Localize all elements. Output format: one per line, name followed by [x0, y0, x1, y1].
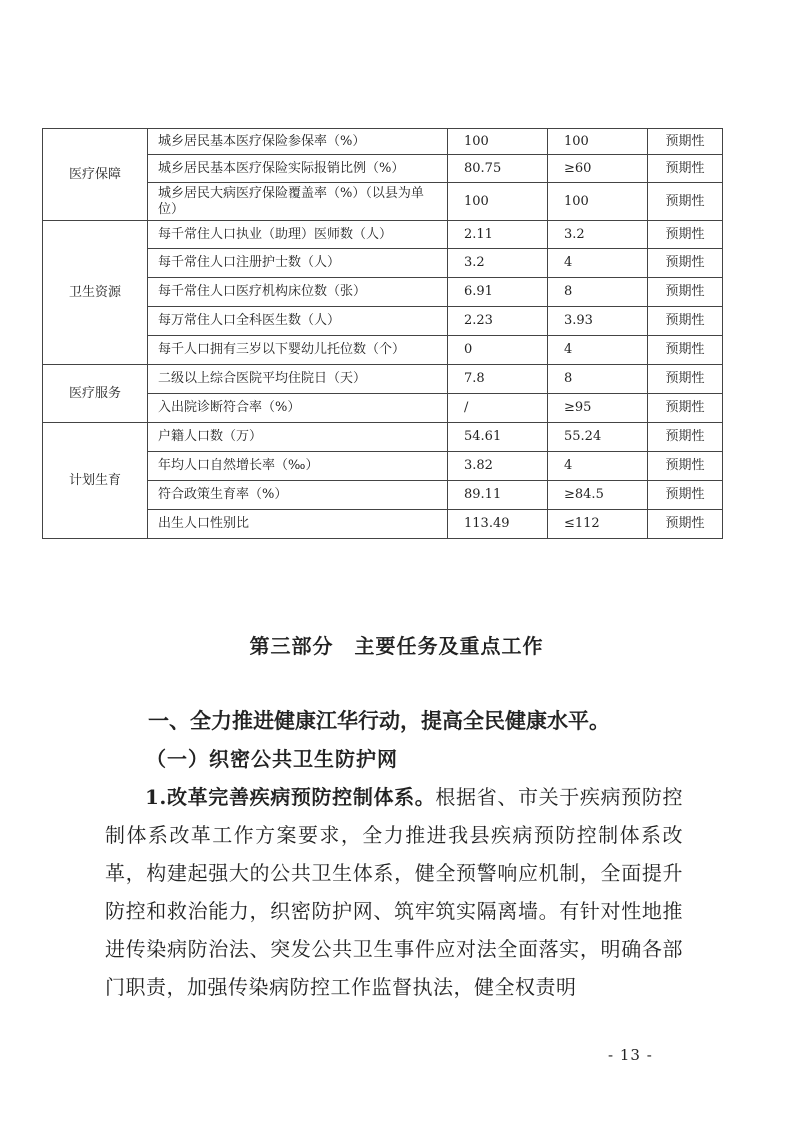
- base-value-cell: 2.23: [448, 307, 548, 336]
- indicator-cell: 出生人口性别比: [148, 510, 448, 539]
- base-value-cell: 100: [448, 129, 548, 155]
- page-number: - 13 -: [608, 1046, 653, 1064]
- type-cell: 预期性: [648, 183, 723, 221]
- target-value-cell: 3.2: [548, 221, 648, 249]
- indicator-cell: 城乡居民大病医疗保险覆盖率（%）（以县为单位）: [148, 183, 448, 221]
- target-value-cell: 100: [548, 129, 648, 155]
- category-cell: 医疗服务: [43, 365, 148, 423]
- target-value-cell: ≥84.5: [548, 481, 648, 510]
- paragraph-body: 根据省、市关于疾病预防控制体系改革工作方案要求，全力推进我县疾病预防控制体系改革，构建起强大的公共卫生体系，健全预警响应机制，全面提升防控和救治能力，织密防护网、筑牢筑实隔离墙。有针对性地推进传染病防治法、突发公共卫生事件应对法全面落实，明确各部门职责，加强传染病防控工作监督执法，健全权责明: [105, 785, 683, 999]
- table-row: [43, 129, 723, 155]
- type-cell: 预期性: [648, 307, 723, 336]
- type-cell: 预期性: [648, 481, 723, 510]
- indicator-cell: 户籍人口数（万）: [148, 423, 448, 452]
- indicator-cell: 每千人口拥有三岁以下婴幼儿托位数（个）: [148, 336, 448, 365]
- target-value-cell: 8: [548, 278, 648, 307]
- base-value-cell: 6.91: [448, 278, 548, 307]
- category-cell: 计划生育: [43, 423, 148, 539]
- body-paragraph: [105, 778, 683, 1006]
- type-cell: 预期性: [648, 423, 723, 452]
- table-row: [43, 365, 723, 394]
- section-title: 第三部分 主要任务及重点工作: [249, 634, 544, 658]
- base-value-cell: 80.75: [448, 155, 548, 183]
- target-value-cell: 3.93: [548, 307, 648, 336]
- heading-level2: （一）织密公共卫生防护网: [146, 747, 398, 771]
- target-value-cell: ≥95: [548, 394, 648, 423]
- paragraph-lead: 1.改革完善疾病预防控制体系。: [145, 785, 436, 809]
- category-cell: 医疗保障: [43, 129, 148, 221]
- indicator-cell: 每千常住人口医疗机构床位数（张）: [148, 278, 448, 307]
- type-cell: 预期性: [648, 249, 723, 278]
- base-value-cell: 113.49: [448, 510, 548, 539]
- indicator-table: [42, 128, 723, 539]
- base-value-cell: 3.2: [448, 249, 548, 278]
- target-value-cell: ≤112: [548, 510, 648, 539]
- target-value-cell: 4: [548, 452, 648, 481]
- category-cell: 卫生资源: [43, 221, 148, 365]
- table-row: [43, 423, 723, 452]
- type-cell: 预期性: [648, 336, 723, 365]
- base-value-cell: 54.61: [448, 423, 548, 452]
- base-value-cell: 2.11: [448, 221, 548, 249]
- indicator-cell: 年均人口自然增长率（‰）: [148, 452, 448, 481]
- target-value-cell: 100: [548, 183, 648, 221]
- type-cell: 预期性: [648, 278, 723, 307]
- indicator-cell: 每千常住人口执业（助理）医师数（人）: [148, 221, 448, 249]
- target-value-cell: 55.24: [548, 423, 648, 452]
- type-cell: 预期性: [648, 365, 723, 394]
- target-value-cell: ≥60: [548, 155, 648, 183]
- type-cell: 预期性: [648, 129, 723, 155]
- base-value-cell: 7.8: [448, 365, 548, 394]
- base-value-cell: 0: [448, 336, 548, 365]
- indicator-cell: 二级以上综合医院平均住院日（天）: [148, 365, 448, 394]
- base-value-cell: 3.82: [448, 452, 548, 481]
- base-value-cell: 100: [448, 183, 548, 221]
- base-value-cell: /: [448, 394, 548, 423]
- indicator-cell: 符合政策生育率（%）: [148, 481, 448, 510]
- indicator-cell: 入出院诊断符合率（%）: [148, 394, 448, 423]
- indicator-cell: 每千常住人口注册护士数（人）: [148, 249, 448, 278]
- base-value-cell: 89.11: [448, 481, 548, 510]
- type-cell: 预期性: [648, 510, 723, 539]
- type-cell: 预期性: [648, 155, 723, 183]
- type-cell: 预期性: [648, 394, 723, 423]
- target-value-cell: 4: [548, 249, 648, 278]
- indicator-cell: 每万常住人口全科医生数（人）: [148, 307, 448, 336]
- type-cell: 预期性: [648, 452, 723, 481]
- indicator-cell: 城乡居民基本医疗保险实际报销比例（%）: [148, 155, 448, 183]
- table-row: [43, 221, 723, 249]
- indicator-cell: 城乡居民基本医疗保险参保率（%）: [148, 129, 448, 155]
- heading-level1: 一、全力推进健康江华行动，提高全民健康水平。: [148, 709, 610, 733]
- target-value-cell: 4: [548, 336, 648, 365]
- type-cell: 预期性: [648, 221, 723, 249]
- target-value-cell: 8: [548, 365, 648, 394]
